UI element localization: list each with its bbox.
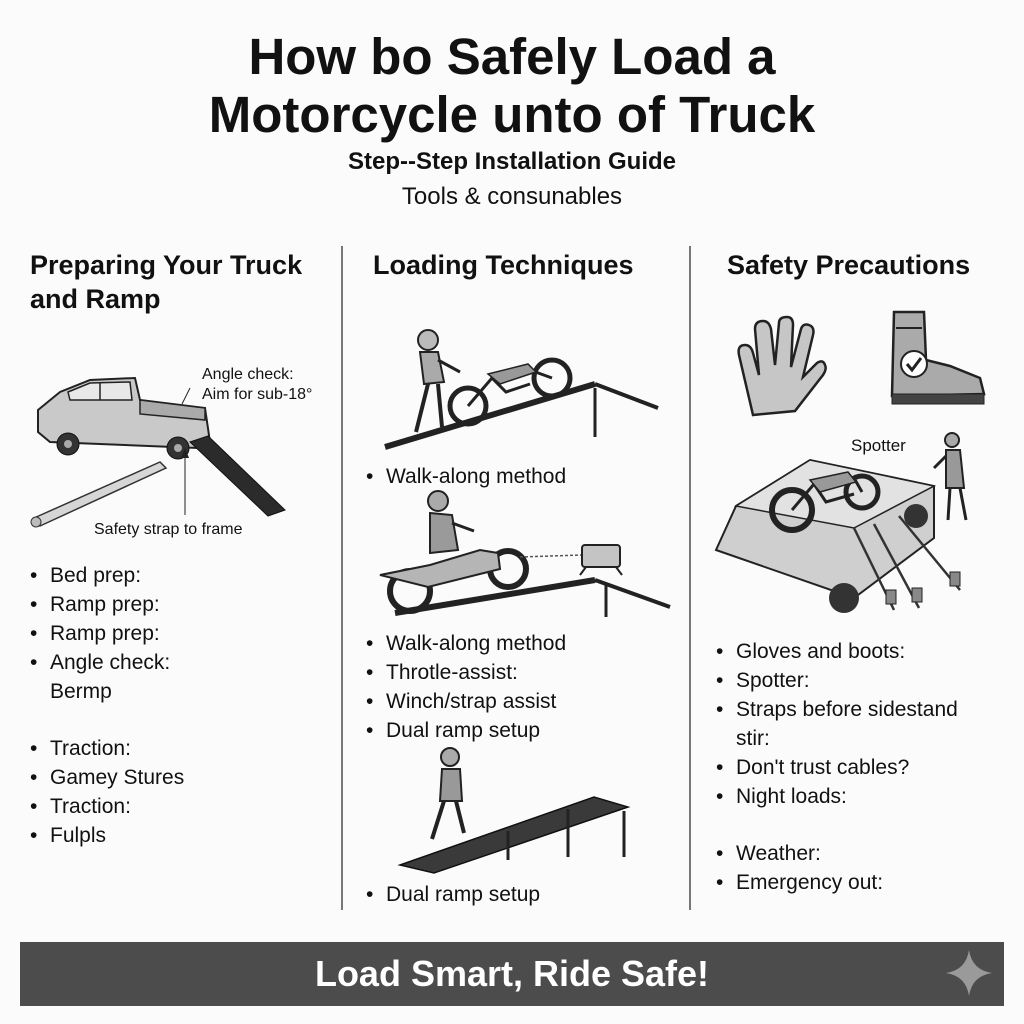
list-item: • Throtle-assist: [366, 658, 566, 687]
dual-ramp-caption [366, 880, 540, 909]
list-item: • Dual ramp setup [366, 880, 540, 909]
list-item: • Dual ramp setup [366, 716, 566, 745]
boot-icon [888, 308, 988, 408]
safety-strap-note: Safety strap to frame [94, 521, 243, 538]
list-item: • Traction: [30, 792, 184, 821]
list-item: • Traction: [30, 734, 184, 763]
page-subtitle: Step--Step Installation Guide [347, 148, 677, 175]
list-item: • Fulpls [30, 821, 184, 850]
banner-text: Load Smart, Ride Safe! [314, 953, 710, 994]
angle-check-note [202, 365, 312, 405]
list-item: • Spotter: [716, 666, 958, 695]
spotter-label: Spotter [851, 436, 906, 455]
list-item: • Gamey Stures [30, 763, 184, 792]
column-heading-line-2: and Ramp [30, 284, 161, 314]
preparing-list [30, 561, 184, 850]
column-heading-loading: Loading Techniques [373, 250, 634, 280]
checkmark-icon [901, 351, 927, 377]
list-spacer [716, 811, 958, 839]
walk-along-illustration [380, 322, 665, 452]
winch-assist-illustration [370, 495, 675, 620]
list-item: • Ramp prep: [30, 619, 184, 648]
page-title-line-1: How bo Safely Load a [248, 28, 776, 85]
column-divider-left [341, 246, 343, 910]
list-item: • Winch/strap assist [366, 687, 566, 716]
list-item: • Ramp prep: [30, 590, 184, 619]
page-subtitle-secondary: Tools & consunables [401, 183, 623, 210]
list-item: • Angle check: [30, 648, 184, 677]
column-divider-right [689, 246, 691, 910]
column-heading-line-1: Preparing Your Truck [30, 250, 303, 280]
page-title-line-2: Motorcycle unto of Truck [208, 86, 816, 143]
loading-techniques-list [366, 629, 566, 745]
list-item: • Gloves and boots: [716, 637, 958, 666]
list-item: • Weather: [716, 839, 958, 868]
column-heading-preparing [30, 248, 302, 316]
angle-check-label: Angle check: [202, 366, 294, 383]
truck-bed-straps-illustration [714, 430, 984, 625]
list-item: • Bed prep: [30, 561, 184, 590]
list-item: • Straps before sidestand [716, 695, 958, 724]
sparkle-icon [944, 948, 994, 998]
list-item: • Walk-along method [366, 462, 566, 491]
list-spacer [30, 706, 184, 734]
footer-banner [20, 942, 1004, 1006]
column-heading-safety: Safety Precautions [727, 250, 971, 280]
list-item: • Emergency out: [716, 868, 958, 897]
angle-check-value: Aim for sub-18° [202, 386, 313, 403]
glove-icon [733, 315, 828, 420]
list-item: • Walk-along method [366, 629, 566, 658]
safety-list [716, 637, 958, 897]
list-item: • Night loads: [716, 782, 958, 811]
dual-ramp-illustration [398, 745, 633, 875]
list-item-continuation: Bermp [50, 680, 112, 703]
list-item-continuation: stir: [736, 727, 770, 750]
walk-along-caption [366, 462, 566, 491]
list-item: • Don't trust cables? [716, 753, 958, 782]
